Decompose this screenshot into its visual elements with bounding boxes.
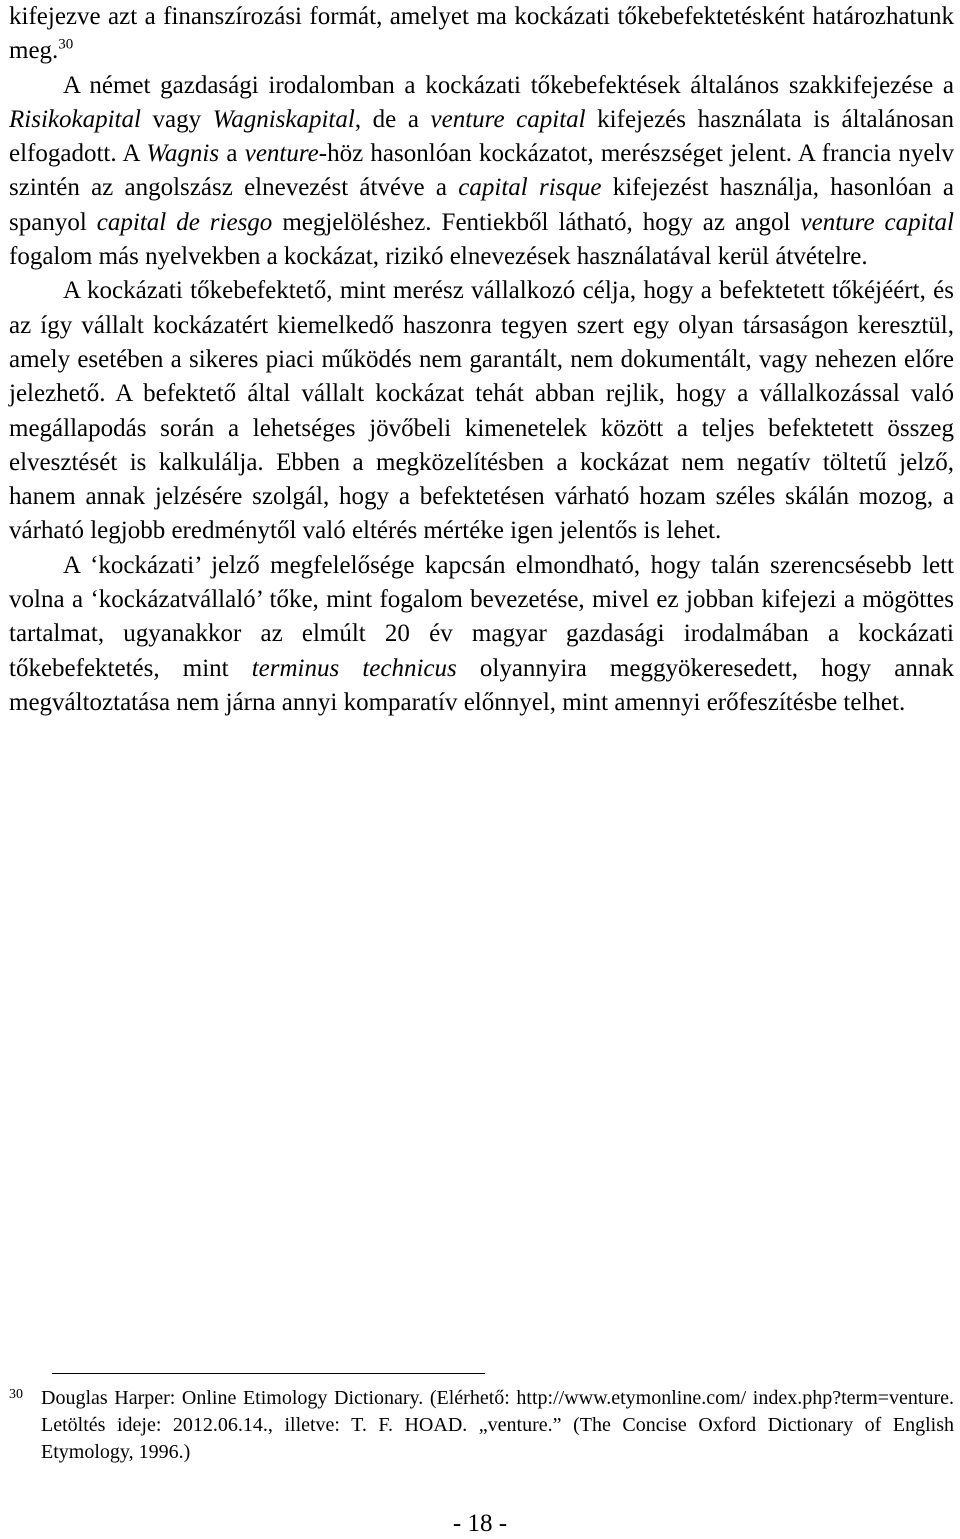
italic-term: capital risque (458, 174, 602, 202)
italic-term: venture (244, 140, 319, 168)
text-run: a (219, 140, 245, 168)
text-run: , de a (354, 105, 431, 133)
text-run: kifejezve azt a finanszírozási formát, amelyet ma kockázati tőkebefektetésként határozhatunk meg. (9, 3, 954, 65)
footnote-reference: 30 (58, 36, 74, 53)
page-number: - 18 - (452, 1510, 508, 1537)
text-run: A német gazdasági irodalomban a kockázati tőkebefektések általános szakkifejezése a (63, 71, 954, 99)
paragraph (9, 0, 954, 69)
footnote-separator (52, 1373, 485, 1374)
footnote (9, 1385, 954, 1466)
footnote-text: Douglas Harper: Online Etimology Dictionary. (Elérhető: http://www.etymonline.com/ index.php?term=venture. Letöltés ideje: 2012.06.14., illetve: T. F. HOAD. „venture.” (The Concise Oxford Dictionary of English Etymology, 1996.) (41, 1387, 954, 1463)
text-run: vagy (140, 105, 213, 133)
paragraph (9, 549, 954, 720)
italic-term: Risikokapital (9, 105, 141, 133)
footnote-number: 30 (9, 1387, 23, 1402)
italic-term: venture capital (430, 105, 586, 133)
paragraph (9, 69, 954, 275)
italic-term: terminus technicus (251, 654, 457, 682)
text-run: fogalom más nyelvekben a kockázat, rizikó elnevezések használatával kerül átvételre. (9, 243, 868, 271)
text-run: -höz hasonlóan kockázatot, merészséget jelent. A francia nyelv szintén az angolszász elnevezést átvéve a (9, 140, 954, 202)
text-run: kifejezés használata is általánosan elfogadott. A (9, 105, 954, 168)
paragraph (9, 274, 954, 548)
text-run: olyannyira meggyökeresedett, hogy annak megváltoztatása nem járna annyi komparatív előnnyel, mint amennyi erőfeszítésbe telhet. (9, 654, 954, 716)
text-run: A kockázati tőkebefektető, mint merész vállalkozó célja, hogy a befektetett tőkéjéért, és az így vállalt kockázatért kiemelkedő haszonra tegyen szert egy olyan társaságon keresztül, amely esetében a sikeres piaci működés nem garantált, nem dokumentált, vagy nehezen előre jelezhető. A befektető által vállalt kockázat tehát abban rejlik, hogy a vállalkozással való megállapodás során a lehetséges jövőbeli kimenetelek között a teljes befektetett összeg elvesztését is kalkulálja. Ebben a megközelítésben a kockázat nem negatív töltetű jelző, hanem annak jelzésére szolgál, hogy a befektetésen várható hozam széles skálán mozog, a várható legjobb eredménytől való eltérés mértéke igen jelentős is lehet. (9, 277, 954, 545)
italic-term: Wagniskapital (212, 105, 355, 133)
body-text (9, 0, 954, 720)
italic-term: Wagnis (146, 140, 220, 168)
italic-term: venture capital (800, 208, 954, 236)
text-run: kifejezést használja, hasonlóan a spanyol (9, 174, 955, 236)
text-run: A ‘kockázati’ jelző megfelelősége kapcsán elmondható, hogy talán szerencsésebb lett volna a ‘kockázatvállaló’ tőke, mint fogalom bevezetése, mivel ez jobban kifejezi a mögöttes tartalmat, ugyanakkor az elmúlt 20 év magyar gazdasági irodalmában a kockázati tőkebefektetés, mint (9, 551, 954, 682)
italic-term: capital de riesgo (96, 208, 273, 236)
text-run: megjelöléshez. Fentiekből látható, hogy az angol (272, 208, 801, 236)
